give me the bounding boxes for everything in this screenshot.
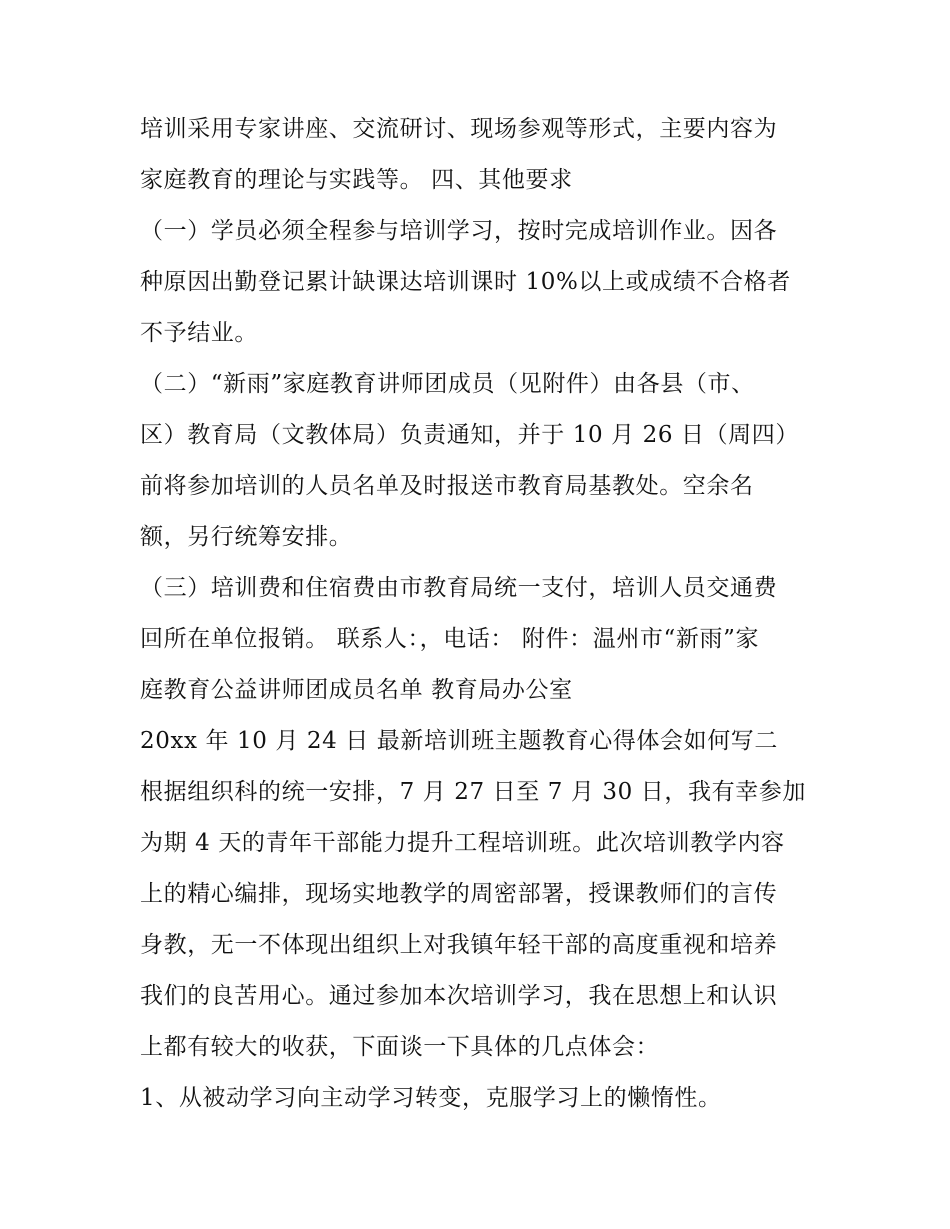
text-line: 我们的良苦用心。通过参加本次培训学习，我在思想上和认识 xyxy=(140,983,778,1009)
text-line: 身教，无一不体现出组织上对我镇年轻干部的高度重视和培养 xyxy=(140,932,778,958)
text-line: 根据组织科的统一安排，7 月 27 日至 7 月 30 日，我有幸参加 xyxy=(140,779,806,805)
text-line: 家庭教育的理论与实践等。 四、其他要求 xyxy=(140,167,573,193)
text-line: 回所在单位报销。 联系人：，电话： 附件：温州市“新雨”家 xyxy=(140,626,760,652)
text-line: （三）培训费和住宿费由市教育局统一支付，培训人员交通费 xyxy=(140,575,778,601)
text-line: 前将参加培训的人员名单及时报送市教育局基教处。空余名 xyxy=(140,473,754,499)
document-body xyxy=(140,104,840,1124)
text-line: 额，另行统筹安排。 xyxy=(140,524,353,550)
text-line: 1、从被动学习向主动学习转变，克服学习上的懒惰性。 xyxy=(140,1085,722,1111)
text-line: 20xx 年 10 月 24 日 最新培训班主题教育心得体会如何写二 xyxy=(140,728,779,754)
text-line: 不予结业。 xyxy=(140,320,258,346)
text-line: 培训采用专家讲座、交流研讨、现场参观等形式，主要内容为 xyxy=(140,116,778,142)
text-line: （二）“新雨”家庭教育讲师团成员（见附件）由各县（市、 xyxy=(140,371,755,397)
text-line: 庭教育公益讲师团成员名单 教育局办公室 xyxy=(140,677,573,703)
text-line: 种原因出勤登记累计缺课达培训课时 10%以上或成绩不合格者 xyxy=(140,269,791,295)
text-line: 为期 4 天的青年干部能力提升工程培训班。此次培训教学内容 xyxy=(140,830,785,856)
text-line: 区）教育局（文教体局）负责通知，并于 10 月 26 日（周四） xyxy=(140,422,799,448)
text-line: 上的精心编排，现场实地教学的周密部署，授课教师们的言传 xyxy=(140,881,778,907)
text-line: （一）学员必须全程参与培训学习，按时完成培训作业。因各 xyxy=(140,218,778,244)
text-line: 上都有较大的收获，下面谈一下具体的几点体会： xyxy=(140,1034,660,1060)
